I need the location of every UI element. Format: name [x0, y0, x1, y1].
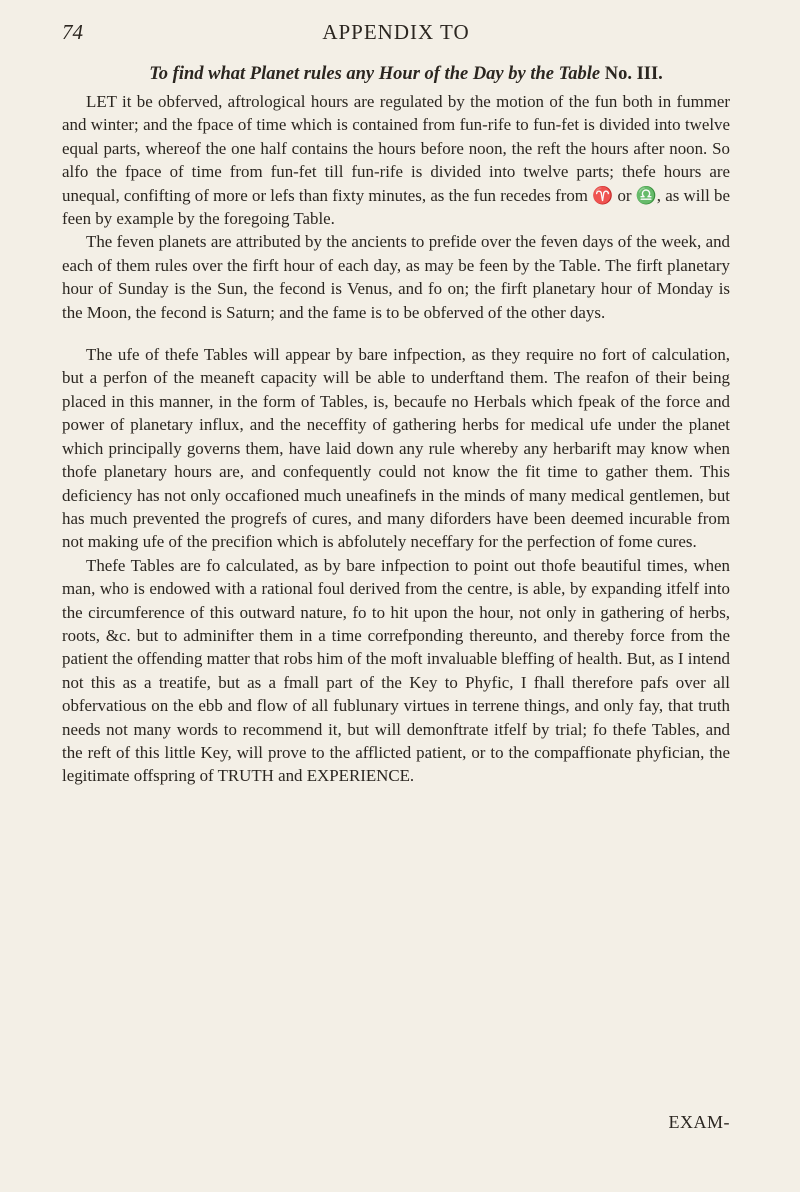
section-title-text: To find what Planet rules any Hour of the Day by the Table [149, 64, 601, 84]
paragraph-4: Thefe Tables are fo calculated, as by bare infpection to point out thofe beautiful times, when man, who is endowed with a rational foul derived from the centre, is able, by expanding itfelf into the circumference of this outward nature, fo to hit upon the hour, not only in gathering of herbs, roots, &c. but to adminifter them in a time correfponding thereunto, and thereby force from the patient the offending matter that robs him of the moft invaluable bleffing of health. But, as I intend not this as a treatife, but as a fmall part of the Key to Phyfic, I fhall therefore pafs over all obfervatious on the ebb and flow of all fublunary virtues in terrene things, and only fay, that truth needs not many words to recommend it, but will demonftrate itfelf by trial; fo thefe Tables, and the reft of this little Key, will prove to the afflicted patient, or to the compaffionate phyfician, the legitimate offspring of TRUTH and EXPERIENCE. [62, 555, 730, 786]
paragraph-2: The feven planets are attributed by the ancients to prefide over the feven days of the week, and each of them rules over the firft hour of each day, as may be feen by the Table. The firft planetary hour of Sunday is the Sun, the fecond is Venus, and fo on; the firft planetary hour of Monday is the Moon, the fecond is Saturn; and the fame is to be obferved of the other days. [62, 232, 730, 322]
running-head: APPENDIX TO [322, 20, 470, 44]
paragraph-3: The ufe of thefe Tables will appear by bare infpection, as they require no fort of calculation, but a perfon of the meaneft capacity will be able to underftand them. The reafon of their being placed in this manner, in the form of Tables, is, becaufe no Herbals which fpeak of the force and power of planetary influx, and the neceffity of gathering herbs for medical ufe under the planet which principally governs them, have laid down any rule whereby any herbarift may know when thofe planetary hours are, and confequently could not know the fit time to gather them. This deficiency has not only occafioned much uneafinefs in the minds of many medical gentlemen, but has much prevented the progrefs of cures, and many diforders have been deemed incurable from not making ufe of the precifion which is abfolutely neceffary for the perfection of fome cures. [62, 345, 730, 552]
page-header [62, 18, 730, 52]
section-title [62, 60, 730, 88]
paragraph-1: LET it be obferved, aftrological hours are regulated by the motion of the fun both in fummer and winter; and the fpace of time which is contained from fun-rife to fun-fet is divided into twelve equal parts, whereof the one half contains the hours before noon, the reft the hours after noon. So alfo the fpace of time from fun-fet till fun-rife is divided into twelve parts; thefe hours are unequal, confifting of more or lefs than fixty minutes, as the fun recedes from ♈ or ♎, as will be feen by example by the foregoing Table. [62, 92, 730, 229]
page-number: 74 [62, 20, 83, 44]
catchword: EXAM- [668, 1112, 730, 1132]
table-number: No. III. [604, 64, 663, 84]
